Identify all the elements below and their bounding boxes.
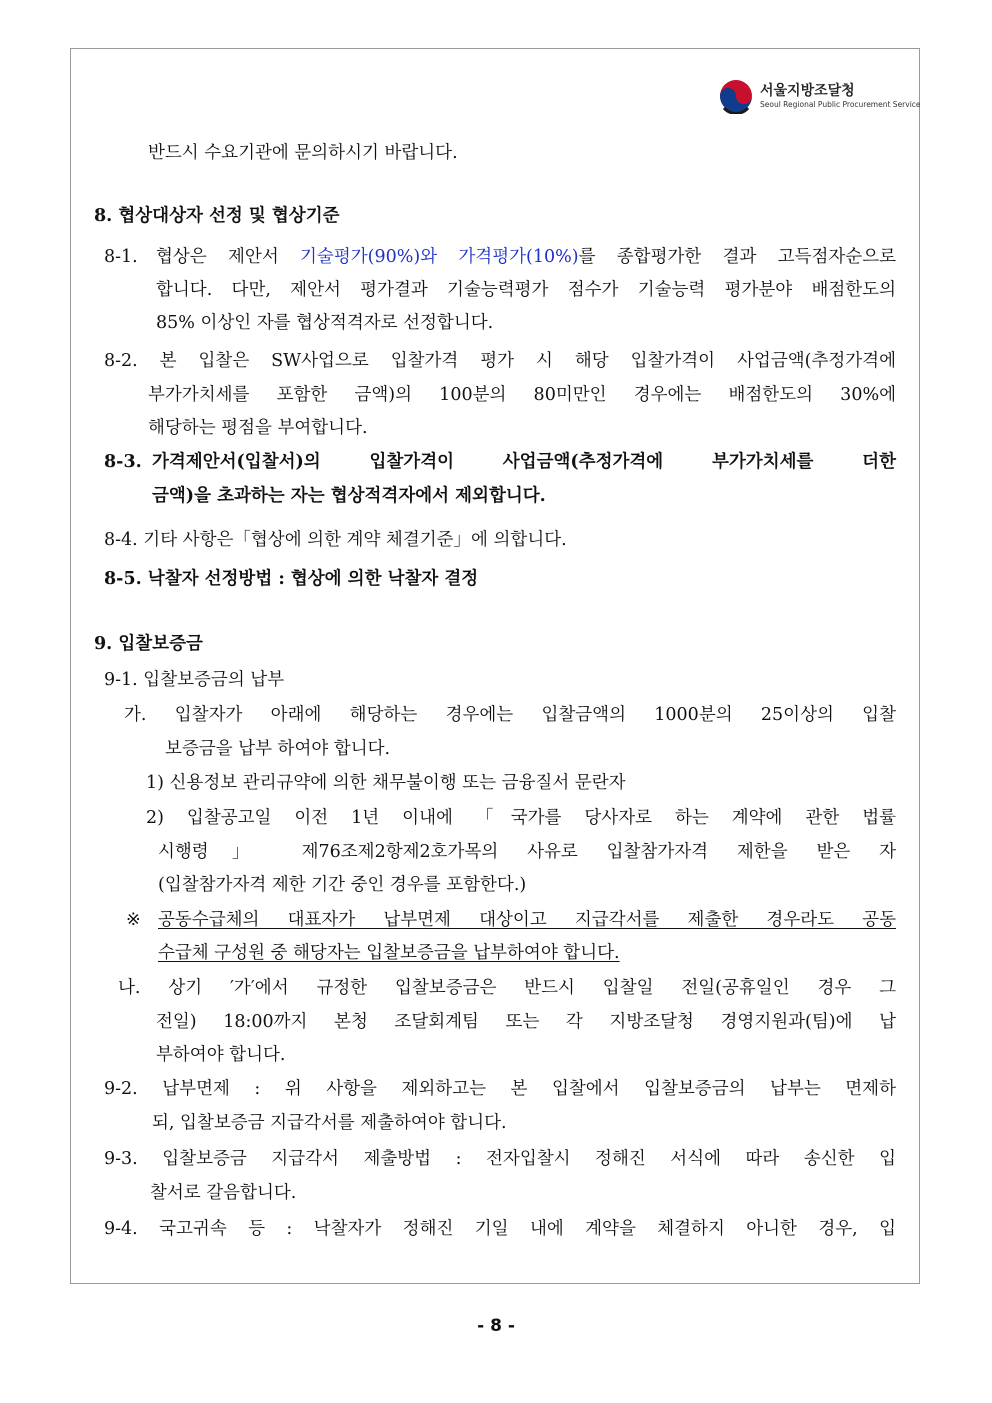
item-na-line1: 나. 상기 ′가′에서 규정한 입찰보증금은 반드시 입찰일 전일(공휴일인 경우 그: [118, 978, 896, 998]
item-8-5: 8-5. 낙찰자 선정방법 : 협상에 의한 낙찰자 결정: [104, 569, 479, 589]
tech-eval-highlight: 기술평가(90%): [300, 247, 421, 267]
price-eval-highlight: 가격평가(10%): [458, 247, 579, 267]
continued-text: 반드시 수요기관에 문의하시기 바랍니다.: [148, 143, 458, 163]
taegeuk-logo-icon: [718, 78, 754, 114]
subitem-2-line2: 시행령」 제76조제2항제2호가목의 사유로 입찰참가자격 제한을 받은 자: [158, 842, 896, 862]
section-9-heading: 9. 입찰보증금: [94, 634, 203, 654]
item-9-3-line1: 9-3. 입찰보증금 지급각서 제출방법 : 전자입찰시 정해진 서식에 따라 송신한 입: [104, 1149, 896, 1169]
item-na-line3: 부하여야 합니다.: [156, 1045, 286, 1065]
item-ga-line1: 가. 입찰자가 아래에 해당하는 경우에는 입찰금액의 1000분의 25이상의 입찰: [124, 705, 896, 725]
item-8-3-line2: 금액)을 초과하는 자는 협상적격자에서 제외합니다.: [152, 486, 546, 506]
org-logo: [718, 76, 921, 120]
org-name-korean: 서울지방조달청: [760, 83, 855, 99]
item-8-3-number: 8-3.: [104, 452, 142, 472]
item-ga-line2: 보증금을 납부 하여야 합니다.: [165, 739, 391, 759]
subitem-2-line3: (입찰참가자격 제한 기간 중인 경우를 포함한다.): [158, 875, 527, 895]
item-na-line2: 전일) 18:00까지 본청 조달회계팀 또는 각 지방조달청 경영지원과(팀)에 납: [156, 1012, 896, 1032]
item-8-2-line1: 8-2. 본 입찰은 SW사업으로 입찰가격 평가 시 해당 입찰가격이 사업금액(추정가격에: [104, 351, 896, 371]
item-8-4: 8-4. 기타 사항은「협상에 의한 계약 체결기준」에 의합니다.: [104, 530, 567, 550]
section-8-heading: 8. 협상대상자 선정 및 협상기준: [94, 206, 340, 226]
org-name-english: Seoul Regional Public Procurement Service: [760, 100, 921, 109]
note-mark: ※: [126, 910, 141, 930]
note-line1: 공동수급체의 대표자가 납부면제 대상이고 지급각서를 제출한 경우라도 공동: [158, 910, 896, 930]
item-8-3-line1: 가격제안서(입찰서)의 입찰가격이 사업금액(추정가격에 부가가치세를 더한: [152, 452, 896, 472]
item-8-1-line3: 85% 이상인 자를 협상적격자로 선정합니다.: [156, 313, 494, 333]
item-9-4-line1: 9-4. 국고귀속 등 : 낙찰자가 정해진 기일 내에 계약을 체결하지 아니한 경우, 입: [104, 1219, 896, 1239]
item-8-1-number: 8-1.: [104, 247, 138, 267]
item-9-1: 9-1. 입찰보증금의 납부: [104, 670, 285, 690]
item-8-1-line2: 합니다. 다만, 제안서 평가결과 기술능력평가 점수가 기술능력 평가분야 배점한도의: [156, 280, 896, 300]
item-8-1-line1: 협상은 제안서 기술평가(90%)와 가격평가(10%)를 종합평가한 결과 고득점자순으로: [156, 247, 897, 267]
item-8-2-line2: 부가가치세를 포함한 금액)의 100분의 80미만인 경우에는 배점한도의 30%에: [148, 385, 896, 405]
note-line2: 수급체 구성원 중 해당자는 입찰보증금을 납부하여야 합니다.: [158, 943, 620, 963]
item-9-2-line2: 되, 입찰보증금 지급각서를 제출하여야 합니다.: [152, 1113, 507, 1133]
item-9-3-line2: 찰서로 갈음합니다.: [150, 1183, 297, 1203]
subitem-2-line1: 2) 입찰공고일 이전 1년 이내에 「국가를 당사자로 하는 계약에 관한 법률: [146, 808, 896, 828]
page-number: - 8 -: [477, 1316, 515, 1336]
item-9-2-line1: 9-2. 납부면제 : 위 사항을 제외하고는 본 입찰에서 입찰보증금의 납부는 면제하: [104, 1079, 896, 1099]
subitem-1: 1) 신용정보 관리규약에 의한 채무불이행 또는 금융질서 문란자: [146, 773, 626, 793]
item-8-2-line3: 해당하는 평점을 부여합니다.: [148, 418, 368, 438]
